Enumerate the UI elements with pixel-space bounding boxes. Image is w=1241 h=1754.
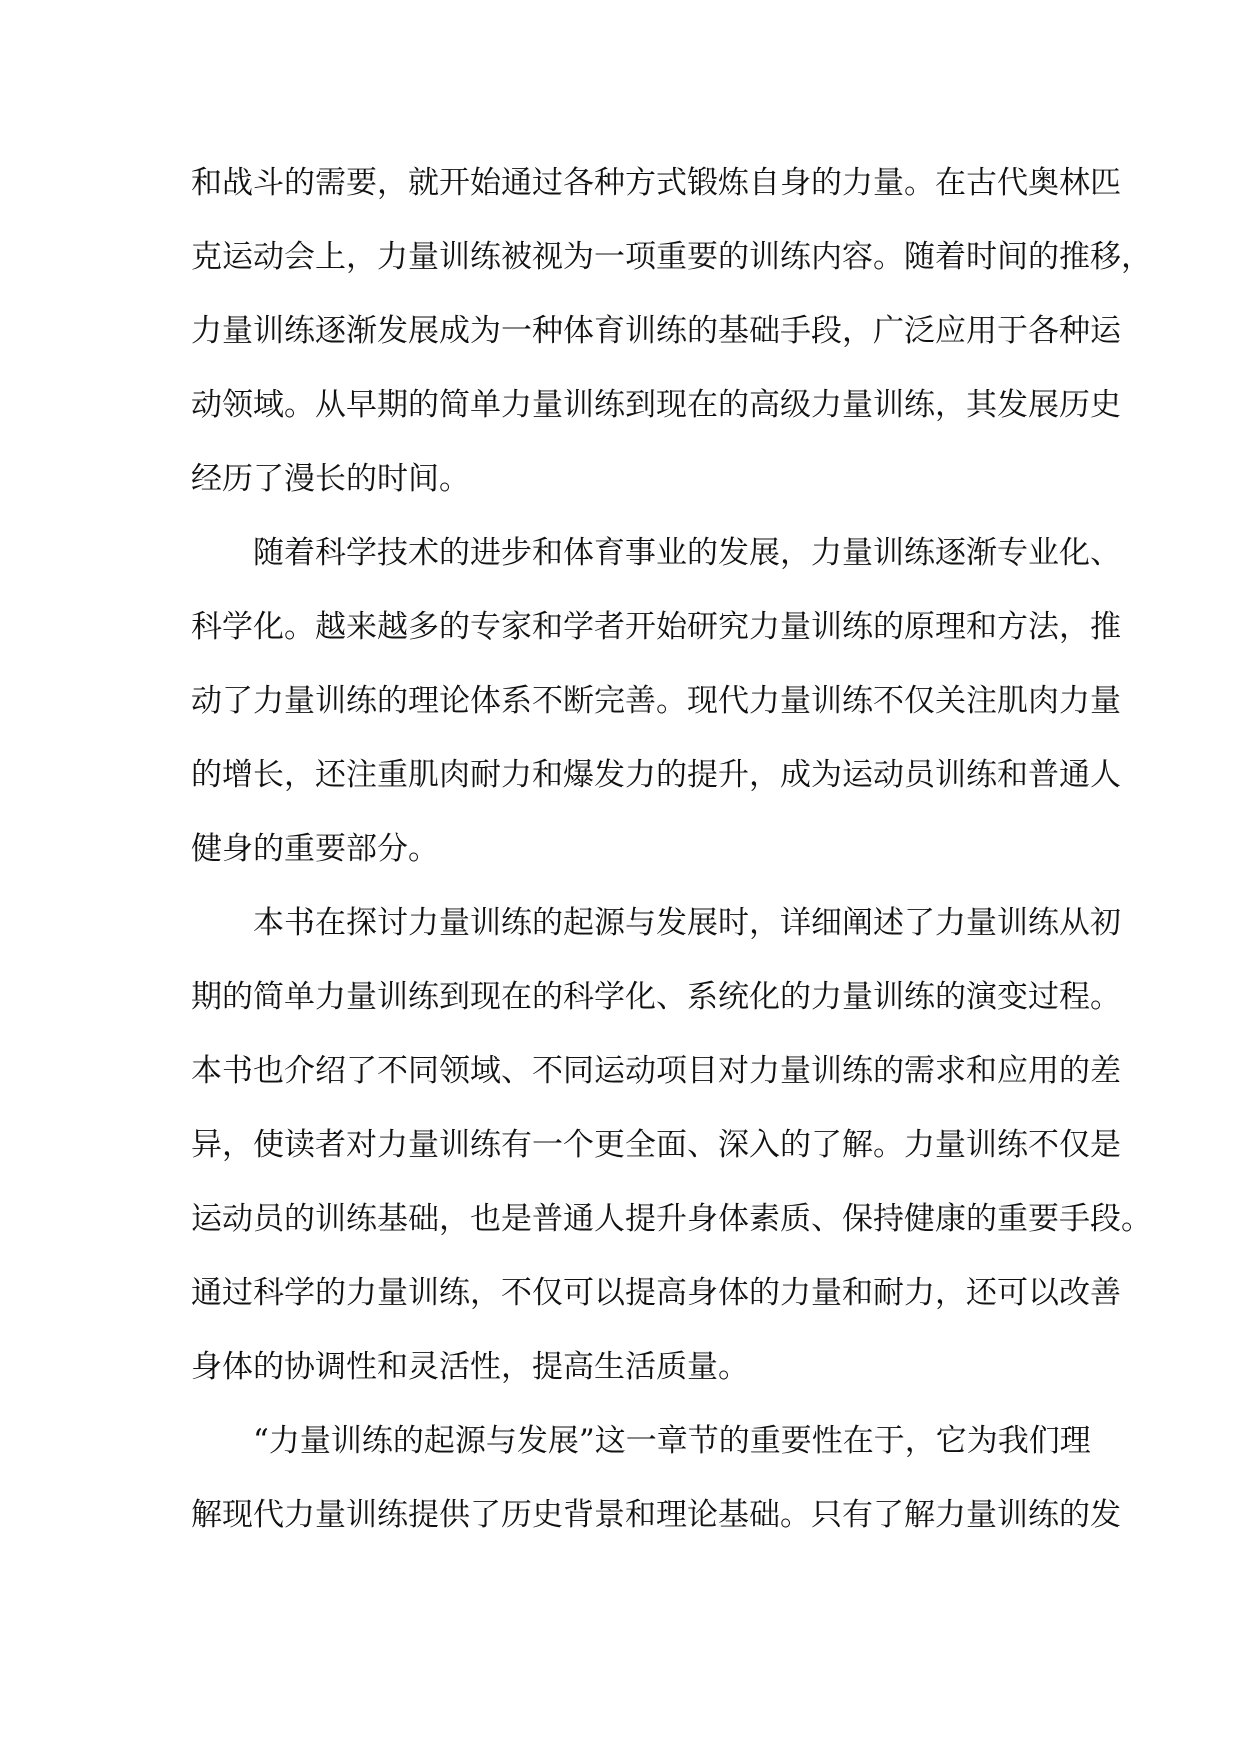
text-line: 身体的协调性和灵活性，提高生活质量。 [191,1349,749,1385]
text-line: 通过科学的力量训练，不仅可以提高身体的力量和耐力，还可以改善 [191,1275,1121,1311]
text-line: 动了力量训练的理论体系不断完善。现代力量训练不仅关注肌肉力量 [191,683,1121,719]
text-line: 运动员的训练基础，也是普通人提升身体素质、保持健康的重要手段。 [191,1201,1152,1237]
text-line: 和战斗的需要，就开始通过各种方式锻炼自身的力量。在古代奥林匹 [191,165,1121,201]
text-line: 科学化。越来越多的专家和学者开始研究力量训练的原理和方法，推 [191,609,1121,645]
text-line: 力量训练逐渐发展成为一种体育训练的基础手段，广泛应用于各种运 [191,313,1121,349]
paragraph-start-line: “力量训练的起源与发展”这一章节的重要性在于，它为我们理 [253,1423,1091,1459]
text-line: 动领域。从早期的简单力量训练到现在的高级力量训练，其发展历史 [191,387,1121,423]
text-line: 解现代力量训练提供了历史背景和理论基础。只有了解力量训练的发 [191,1497,1121,1533]
text-line: 期的简单力量训练到现在的科学化、系统化的力量训练的演变过程。 [191,979,1121,1015]
text-line: 本书也介绍了不同领域、不同运动项目对力量训练的需求和应用的差 [191,1053,1121,1089]
text-line: 克运动会上，力量训练被视为一项重要的训练内容。随着时间的推移， [191,239,1152,275]
paragraph-start-line: 随着科学技术的进步和体育事业的发展，力量训练逐渐专业化、 [253,535,1121,571]
text-line: 异，使读者对力量训练有一个更全面、深入的了解。力量训练不仅是 [191,1127,1121,1163]
text-line: 健身的重要部分。 [191,831,439,867]
body-text [191,146,1152,1552]
text-line: 的增长，还注重肌肉耐力和爆发力的提升，成为运动员训练和普通人 [191,757,1121,793]
text-line: 经历了漫长的时间。 [191,461,470,497]
paragraph-start-line: 本书在探讨力量训练的起源与发展时，详细阐述了力量训练从初 [253,905,1121,941]
